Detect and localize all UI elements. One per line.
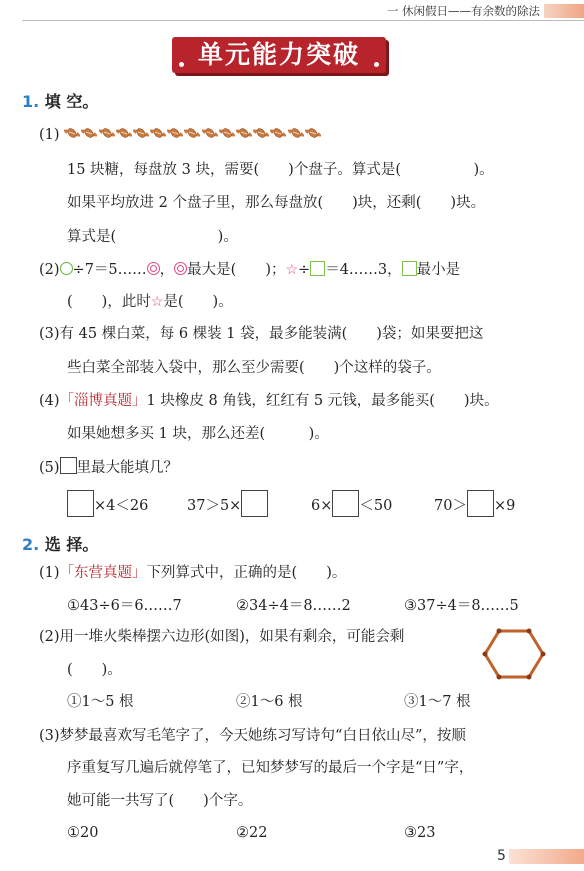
q5-text: 70＞ bbox=[434, 498, 467, 514]
choice-1-question bbox=[39, 563, 346, 583]
section-title: 选 择。 bbox=[44, 535, 99, 554]
star-icon: ☆ bbox=[285, 262, 299, 278]
q1-line-3: 算式是( )。 bbox=[67, 229, 238, 245]
q5-expression-1 bbox=[67, 490, 148, 520]
q2-line-2 bbox=[67, 292, 233, 312]
q3-line-1: (3)有 45 棵白菜，每 6 棵装 1 袋，最多能装满( )袋；如果要把这 bbox=[39, 326, 484, 342]
matchstick-hexagon bbox=[485, 631, 543, 677]
candy-icon bbox=[219, 121, 235, 145]
chapter-header: 一 休闲假日——有余数的除法 bbox=[386, 4, 540, 18]
green-square-icon bbox=[310, 261, 325, 276]
footer-decoration-bar bbox=[509, 849, 584, 864]
double-circle-icon bbox=[147, 262, 160, 275]
q2-text: ＝4……3， bbox=[325, 262, 402, 278]
candy-icon bbox=[202, 121, 218, 145]
choice-3-line-1: (3)梦梦最喜欢写毛笔字了，今天她练习写诗句“白日依山尽”，按顺 bbox=[39, 728, 466, 744]
candy-icon bbox=[236, 121, 252, 145]
answer-box[interactable] bbox=[332, 490, 359, 517]
section-number: 2. bbox=[22, 535, 40, 554]
choice-2-option-b[interactable]: ②1～6 根 bbox=[236, 694, 303, 710]
candy-icon bbox=[81, 121, 97, 145]
answer-box[interactable] bbox=[467, 490, 494, 517]
candy-icon bbox=[99, 121, 115, 145]
source-tag: 「东营真题」 bbox=[59, 565, 147, 581]
q2-text: 最小是 bbox=[416, 262, 461, 278]
choice-1-option-a[interactable]: ①43÷6＝6……7 bbox=[67, 598, 182, 614]
choice-3-option-a[interactable]: ①20 bbox=[67, 825, 99, 841]
green-circle-icon bbox=[60, 262, 73, 275]
choice-1-option-c[interactable]: ③37÷4＝8……5 bbox=[404, 598, 519, 614]
q2-text: 是( )。 bbox=[163, 294, 233, 310]
q5-prompt bbox=[39, 457, 178, 478]
candy-icon bbox=[270, 121, 286, 145]
q1-line-1: 15 块糖，每盘放 3 块，需要( )个盘子。算式是( )。 bbox=[67, 162, 494, 178]
header-rule bbox=[22, 20, 584, 21]
q5-text: 里最大能填几？ bbox=[76, 460, 179, 476]
choice-1-text: 下列算式中，正确的是( )。 bbox=[146, 565, 347, 581]
star-icon: ☆ bbox=[150, 294, 164, 310]
choice-2-line-1: (2)用一堆火柴棒摆六边形(如图)，如果有剩余，可能会剩 bbox=[39, 629, 405, 645]
question-label: (1) bbox=[39, 127, 60, 143]
section-title: 填 空。 bbox=[44, 92, 99, 111]
answer-square-icon bbox=[60, 457, 77, 474]
candy-icon bbox=[305, 121, 321, 145]
green-square-icon bbox=[402, 261, 417, 276]
section-1-heading bbox=[22, 89, 98, 112]
question-label: (1) bbox=[39, 565, 60, 581]
q5-text: ×9 bbox=[493, 498, 516, 514]
question-label: (5) bbox=[39, 460, 60, 476]
candy-icon bbox=[288, 121, 304, 145]
q5-expression-4 bbox=[434, 490, 515, 520]
q5-expression-2 bbox=[187, 490, 268, 520]
choice-2-option-c[interactable]: ③1～7 根 bbox=[404, 694, 471, 710]
q1-candy-row bbox=[39, 121, 322, 147]
q2-text: ÷ bbox=[298, 262, 311, 278]
q4-text: 1 块橡皮 8 角钱，红红有 5 元钱，最多能买( )块。 bbox=[146, 393, 499, 409]
q5-text: 37＞5× bbox=[187, 498, 242, 514]
q5-text: 6× bbox=[311, 498, 333, 514]
question-label: (4) bbox=[39, 393, 60, 409]
q5-text: ＜50 bbox=[359, 498, 393, 514]
candy-icon bbox=[116, 121, 132, 145]
page-title-banner: 单元能力突破 bbox=[172, 37, 386, 73]
q2-text: 最大是( )； bbox=[187, 262, 286, 278]
section-number: 1. bbox=[22, 92, 40, 111]
q2-text: ( )，此时 bbox=[67, 294, 151, 310]
candy-icon bbox=[184, 121, 200, 145]
q4-line-2: 如果她想多买 1 块，那么还差( )。 bbox=[67, 426, 329, 442]
answer-box[interactable] bbox=[241, 490, 268, 517]
q2-text: ， bbox=[159, 262, 175, 278]
hexagon-matchstick-figure bbox=[481, 625, 547, 683]
matchstick-heads bbox=[483, 629, 546, 680]
choice-2-option-a[interactable]: ①1～5 根 bbox=[67, 694, 134, 710]
header-decoration-bar bbox=[544, 4, 584, 18]
q5-text: ×4＜26 bbox=[94, 498, 149, 514]
q1-line-2: 如果平均放进 2 个盘子里，那么每盘放( )块，还剩( )块。 bbox=[67, 195, 486, 211]
choice-3-line-3: 她可能一共写了( )个字。 bbox=[67, 793, 253, 809]
q2-text: ÷7＝5…… bbox=[72, 262, 147, 278]
candy-row bbox=[64, 127, 322, 143]
choice-3-option-c[interactable]: ③23 bbox=[404, 825, 436, 841]
q5-expression-3 bbox=[311, 490, 392, 520]
choice-1-option-b[interactable]: ②34÷4＝8……2 bbox=[236, 598, 351, 614]
q2-line-1 bbox=[39, 260, 460, 280]
source-tag: 「淄博真题」 bbox=[59, 393, 147, 409]
double-circle-icon bbox=[174, 262, 187, 275]
candy-icon bbox=[167, 121, 183, 145]
choice-3-line-2: 序重复写几遍后就停笔了，已知梦梦写的最后一个字是“日”字， bbox=[67, 760, 474, 776]
banner-dot-left bbox=[179, 62, 184, 67]
page-number: 5 bbox=[497, 848, 506, 864]
q4-line-1 bbox=[39, 391, 499, 411]
candy-icon bbox=[253, 121, 269, 145]
choice-2-line-2: ( )。 bbox=[67, 662, 122, 678]
candy-icon bbox=[150, 121, 166, 145]
candy-icon bbox=[133, 121, 149, 145]
candy-icon bbox=[64, 121, 80, 145]
answer-box[interactable] bbox=[67, 490, 94, 517]
q3-line-2: 些白菜全部装入袋中，那么至少需要( )个这样的袋子。 bbox=[67, 360, 441, 376]
choice-3-option-b[interactable]: ②22 bbox=[236, 825, 268, 841]
section-2-heading bbox=[22, 532, 98, 555]
question-label: (2) bbox=[39, 262, 60, 278]
banner-dot-right bbox=[374, 62, 379, 67]
